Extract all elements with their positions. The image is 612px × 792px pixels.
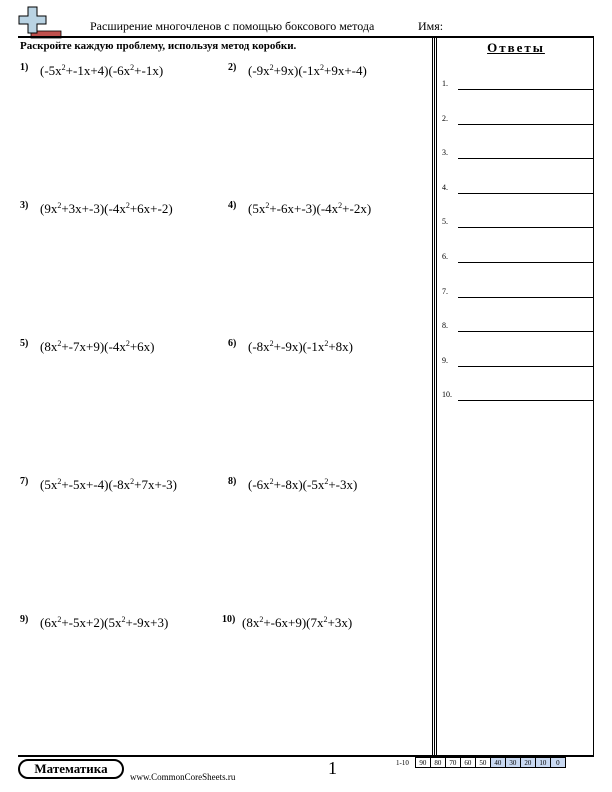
problem-number: 1)	[20, 62, 29, 73]
column-divider	[432, 37, 433, 755]
score-table	[394, 757, 566, 768]
problem-number: 8)	[228, 476, 237, 487]
problem-number: 9)	[20, 614, 29, 625]
answer-blank[interactable]	[458, 400, 594, 401]
answer-blank[interactable]	[458, 366, 594, 367]
problem-number: 4)	[228, 200, 237, 211]
score-cell: 80	[430, 758, 445, 768]
answer-blank[interactable]	[458, 193, 594, 194]
worksheet-title: Расширение многочленов с помощью боксового метода	[90, 19, 375, 33]
score-range: 1-10	[396, 758, 409, 767]
problem-number: 6)	[228, 338, 237, 349]
answer-number: 10.	[442, 390, 452, 400]
answer-blank[interactable]	[458, 158, 594, 159]
answer-number: 3.	[442, 148, 448, 158]
answer-number: 2.	[442, 113, 448, 123]
problem-expression: $(-9x^2+9x)(-1x^2+9x+-4)$	[248, 63, 367, 78]
name-label: Имя:	[418, 19, 444, 33]
answer-line-6[interactable]	[442, 252, 594, 266]
score-cell: 50	[475, 758, 490, 768]
answer-blank[interactable]	[458, 227, 594, 228]
answer-number: 1.	[442, 79, 448, 88]
score-cell: 20	[520, 758, 535, 768]
answer-line-9[interactable]	[442, 356, 594, 370]
answer-number: 9.	[442, 355, 448, 365]
problem-number: 5)	[20, 338, 29, 349]
answer-line-5[interactable]	[442, 217, 594, 231]
answers-title: Ответы	[487, 40, 545, 55]
answer-blank[interactable]	[458, 297, 594, 298]
header-divider	[18, 36, 594, 38]
problem-expression: $(-5x^2+-1x+4)(-6x^2+-1x)$	[40, 63, 164, 78]
problem-expression: $(9x^2+3x+-3)(-4x^2+6x+-2)$	[40, 201, 173, 216]
problem-expression: $(5x^2+-5x+-4)(-8x^2+7x+-3)$	[40, 477, 177, 492]
answer-line-8[interactable]	[442, 321, 594, 335]
score-cell: 0	[550, 758, 565, 768]
answer-number: 6.	[442, 252, 448, 261]
page-number: 1	[328, 758, 337, 778]
brand-badge: Математика	[18, 759, 124, 779]
problem-number: 10)	[222, 614, 236, 625]
problem-expression: $(8x^2+-6x+9)(7x^2+3x)$	[242, 615, 353, 630]
answer-number: 4.	[442, 182, 448, 192]
answer-number: 7.	[442, 286, 448, 296]
answer-blank[interactable]	[458, 124, 594, 125]
score-cell: 40	[490, 758, 505, 768]
plus-logo-icon	[18, 5, 72, 39]
score-cell: 70	[445, 758, 460, 768]
problem-number: 3)	[20, 200, 29, 211]
problem-number: 7)	[20, 476, 29, 487]
problem-number: 2)	[228, 62, 237, 73]
problem-expression: $(5x^2+-6x+-3)(-4x^2+-2x)$	[248, 201, 372, 216]
answer-number: 5.	[442, 217, 448, 227]
score-cell: 30	[505, 758, 520, 768]
answer-line-2[interactable]	[442, 114, 594, 128]
answer-line-7[interactable]	[442, 287, 594, 301]
column-divider	[434, 37, 435, 755]
score-cell: 90	[415, 758, 430, 768]
answer-line-10[interactable]	[442, 390, 594, 404]
problem-expression: $(-8x^2+-9x)(-1x^2+8x)$	[248, 339, 353, 354]
answer-blank[interactable]	[458, 262, 594, 263]
answer-line-3[interactable]	[442, 148, 594, 162]
problem-expression: $(-6x^2+-8x)(-5x^2+-3x)$	[248, 477, 358, 492]
answer-line-4[interactable]	[442, 183, 594, 197]
problem-expression: $(6x^2+-5x+2)(5x^2+-9x+3)$	[40, 615, 169, 630]
problem-expression: $(8x^2+-7x+9)(-4x^2+6x)$	[40, 339, 155, 354]
score-cell: 60	[460, 758, 475, 768]
answer-blank[interactable]	[458, 89, 594, 90]
answer-blank[interactable]	[458, 331, 594, 332]
score-cell: 10	[535, 758, 550, 768]
answer-number: 8.	[442, 321, 448, 331]
instructions: Раскройте каждую проблему, используя метод коробки.	[20, 40, 297, 52]
site-url: www.CommonCoreSheets.ru	[130, 772, 236, 782]
column-divider	[436, 37, 437, 755]
answer-line-1[interactable]	[442, 79, 594, 93]
